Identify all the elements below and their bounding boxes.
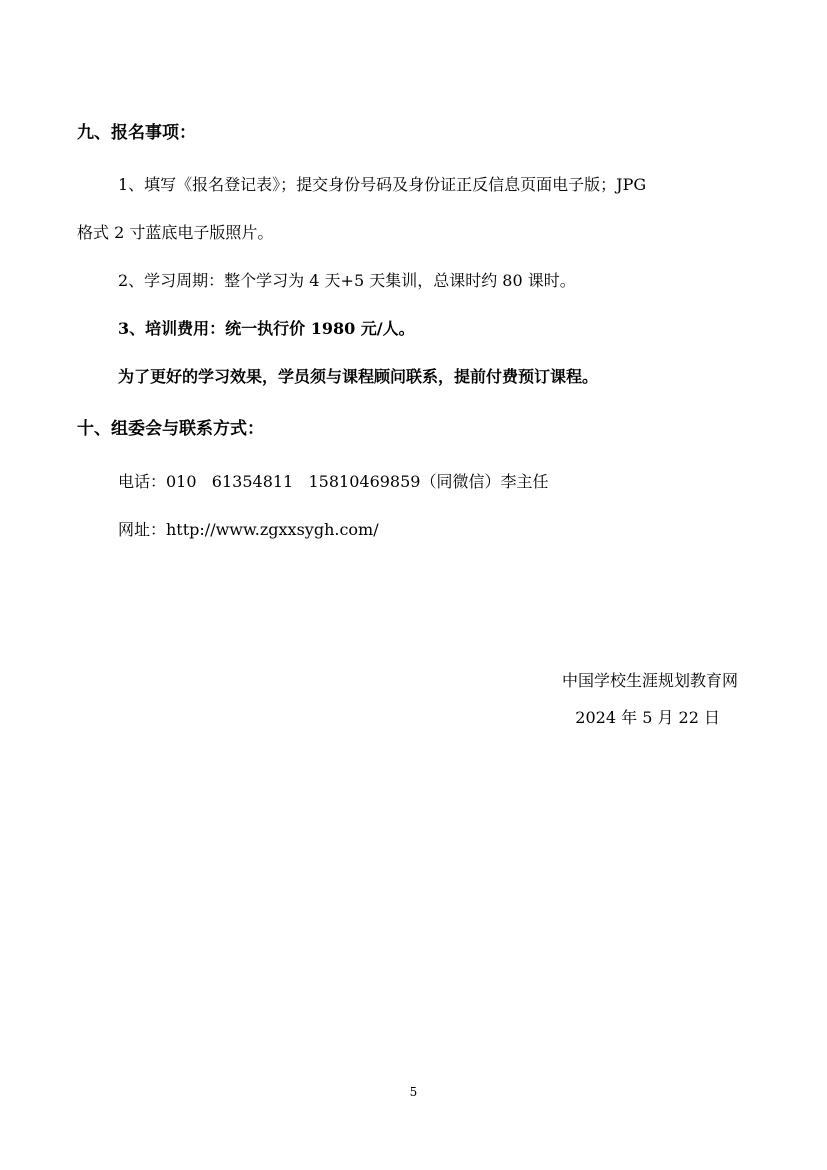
page-number: 5 (409, 1085, 418, 1099)
registration-item-2: 2、学习周期：整个学习为 4 天+5 天集训，总课时约 80 课时。 (118, 271, 576, 290)
section-9-heading: 九、报名事项： (77, 123, 196, 143)
signature-organization: 中国学校生涯规划教育网 (561, 671, 738, 690)
signature-date: 2024 年 5 月 22 日 (575, 708, 720, 727)
contact-website: 网址：http://www.zgxxsygh.com/ (118, 520, 379, 539)
registration-item-1-line-1: 1、填写《报名登记表》；提交身份号码及身份证正反信息页面电子版；JPG (118, 175, 647, 194)
registration-item-3: 3、培训费用：统一执行价 1980 元/人。 (118, 319, 415, 338)
registration-note: 为了更好的学习效果，学员须与课程顾问联系，提前付费预订课程。 (118, 367, 599, 386)
registration-item-1-line-2: 格式 2 寸蓝底电子版照片。 (77, 223, 274, 242)
contact-phone: 电话：010 61354811 15810469859（同微信）李主任 (118, 472, 549, 491)
section-10-heading: 十、组委会与联系方式： (77, 419, 264, 439)
